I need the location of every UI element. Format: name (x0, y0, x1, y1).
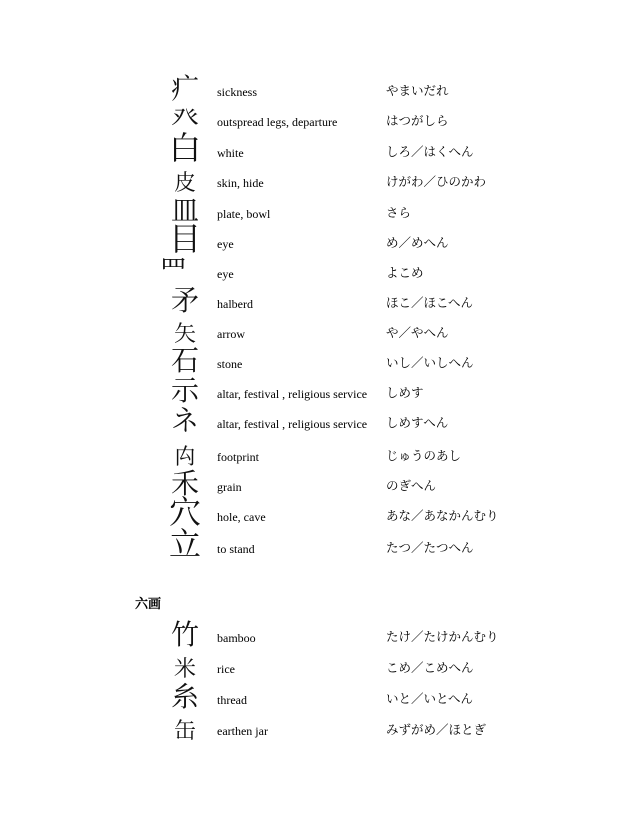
radical-glyph: 白 (168, 129, 201, 167)
radical-glyph: 皿 (170, 194, 199, 227)
radical-meaning: earthen jar (217, 724, 268, 738)
radical-meaning: halberd (217, 297, 253, 311)
radical-row (0, 719, 638, 745)
radical-glyph: 目 (168, 220, 201, 258)
radical-meaning: sickness (217, 85, 257, 99)
radical-meaning: altar, festival , religious service (217, 417, 368, 431)
radical-reading: けがわ／ひのかわ (386, 174, 487, 189)
radical-row (0, 680, 638, 714)
radical-glyph: 矛 (170, 284, 199, 317)
radical-glyph: 糸 (170, 680, 199, 713)
radical-meaning: stone (217, 357, 243, 371)
section-title-six-stroke: 六画 (135, 597, 162, 612)
radical-meaning: to stand (217, 542, 255, 556)
radical-row (0, 129, 638, 167)
radical-reading: いし／いしへん (386, 355, 474, 370)
radical-glyph: 米 (173, 657, 196, 682)
radical-row (0, 194, 638, 228)
radical-meaning: altar, festival , religious service (217, 387, 368, 401)
radical-row (0, 72, 638, 106)
radical-reading: め／めへん (386, 235, 449, 250)
radical-row (0, 284, 638, 318)
radical-row (0, 657, 638, 683)
radical-meaning: outspread legs, departure (217, 115, 338, 129)
radical-glyph: 矢 (173, 322, 196, 347)
radical-row (0, 404, 638, 438)
radical-reading: こめ／こめへん (386, 660, 474, 675)
radical-reading: よこめ (386, 265, 424, 280)
radical-glyph: 石 (170, 344, 199, 377)
radical-row (0, 374, 638, 408)
radical-reading: あな／あなかんむり (386, 508, 499, 523)
radical-reading: いと／いとへん (386, 691, 474, 706)
radical-glyph: ネ (170, 404, 199, 437)
radical-reading: たつ／たつへん (386, 540, 474, 555)
radical-glyph: 禸 (173, 445, 196, 470)
radical-reading: たけ／たけかんむり (386, 629, 499, 644)
radical-row (0, 254, 638, 288)
radical-meaning: footprint (217, 450, 259, 464)
radical-glyph: 罒 (158, 254, 187, 287)
radical-reading: やまいだれ (386, 83, 449, 98)
radical-meaning: thread (217, 693, 247, 707)
radical-row (0, 322, 638, 348)
radical-reading: しろ／はくへん (386, 144, 474, 159)
radical-row (0, 618, 638, 652)
radical-row (0, 525, 638, 563)
radical-glyph: 禾 (170, 467, 199, 500)
radical-row (0, 171, 638, 197)
radical-reading: さら (386, 205, 412, 220)
radical-glyph: 疒 (170, 72, 199, 105)
radical-glyph: 竹 (170, 618, 199, 651)
radical-row (0, 493, 638, 531)
radical-reading: しめす (386, 385, 424, 400)
radical-reading: みずがめ／ほとぎ (386, 722, 487, 737)
radical-glyph: 穴 (168, 493, 201, 531)
radical-reading: ほこ／ほこへん (386, 295, 474, 310)
radical-row (0, 467, 638, 501)
radical-glyph: 示 (170, 374, 199, 407)
radical-row (0, 445, 638, 471)
radical-glyph: 立 (168, 525, 201, 563)
radical-meaning: grain (217, 480, 242, 494)
radical-meaning: arrow (217, 327, 245, 341)
radical-row (0, 102, 638, 136)
radical-meaning: rice (217, 662, 235, 676)
radical-reading: じゅうのあし (386, 448, 462, 463)
radical-glyph: 癶 (170, 102, 199, 135)
radical-reading: や／やへん (386, 325, 449, 340)
radical-meaning: white (217, 146, 244, 160)
radical-meaning: eye (217, 267, 234, 281)
radical-meaning: plate, bowl (217, 207, 271, 221)
radical-meaning: hole, cave (217, 510, 266, 524)
radical-glyph: 皮 (173, 171, 196, 196)
radical-meaning: skin, hide (217, 176, 264, 190)
radical-row (0, 344, 638, 378)
radical-meaning: eye (217, 237, 234, 251)
radical-reading: のぎへん (386, 478, 437, 493)
radical-meaning: bamboo (217, 631, 256, 645)
radical-glyph: 缶 (173, 719, 196, 744)
radical-reading: しめすへん (386, 415, 449, 430)
radical-reading: はつがしら (386, 113, 449, 128)
radical-row (0, 220, 638, 258)
